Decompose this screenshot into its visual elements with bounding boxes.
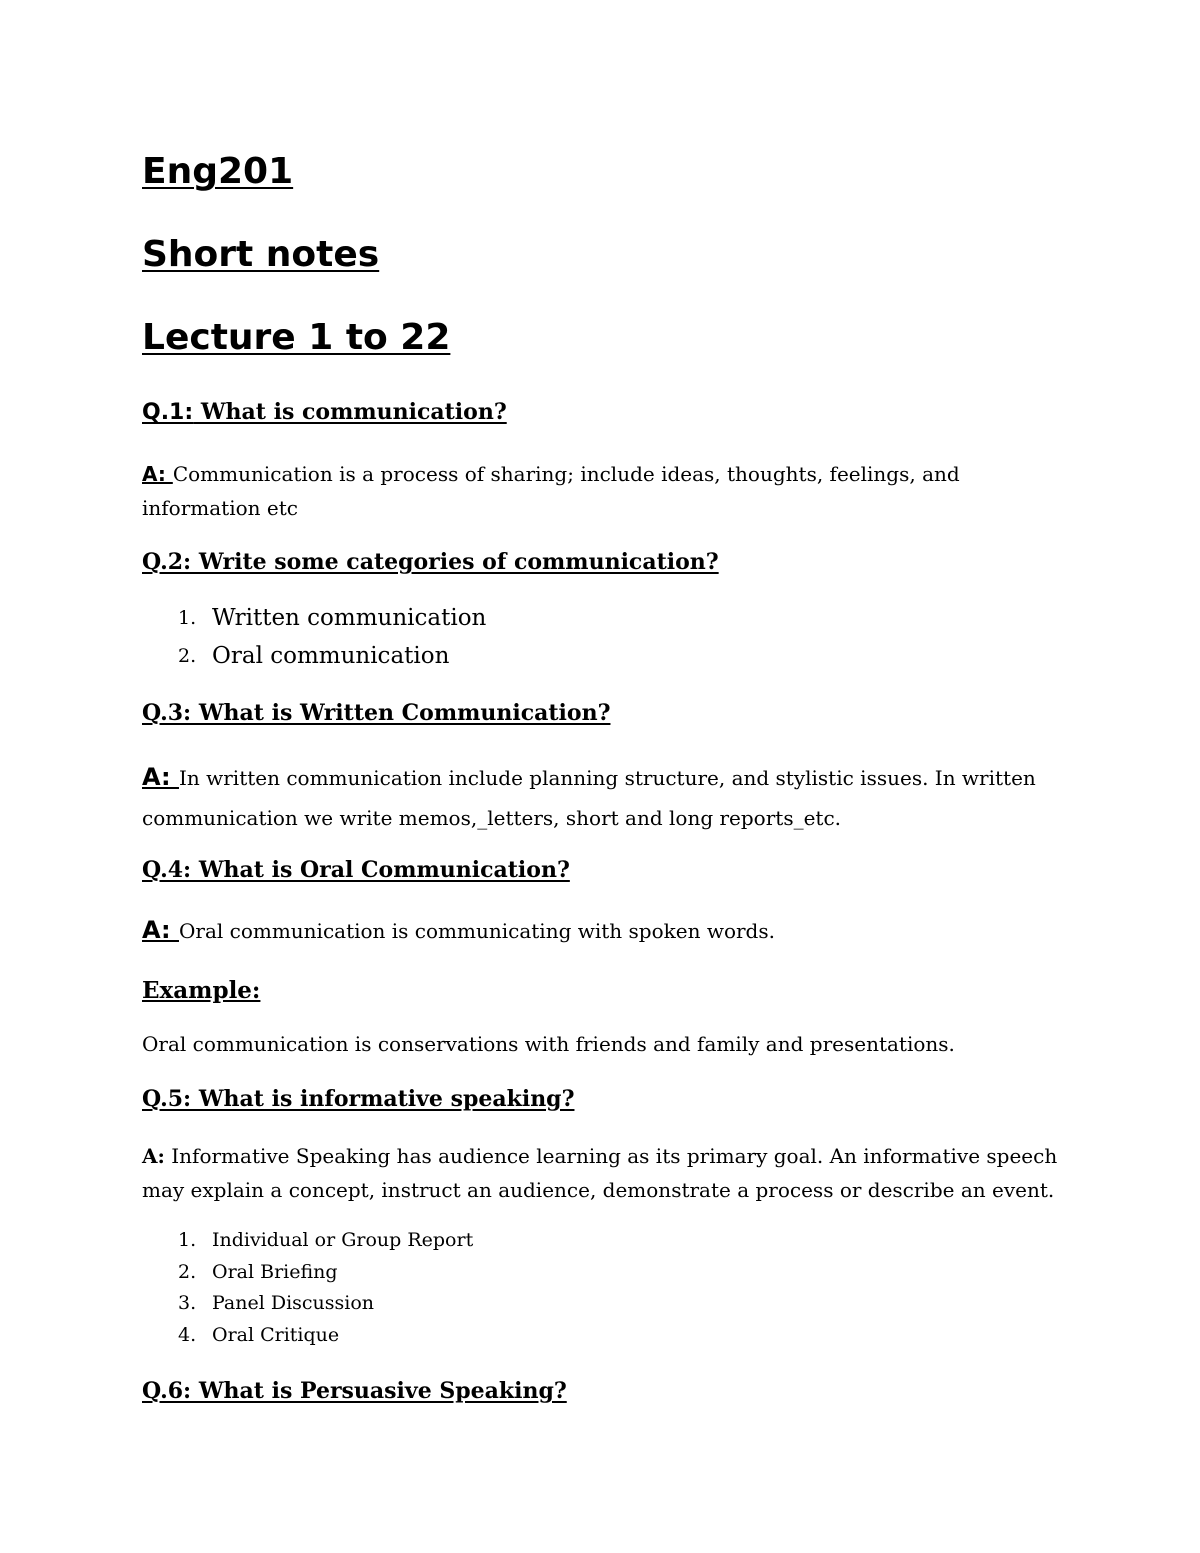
categories-list	[142, 599, 486, 675]
question-1	[142, 397, 507, 428]
answer-5-text: Informative Speaking has audience learning as its primary goal. An informative speech may explain a concept, instruct an audience, demonstrate a process or describe an event.	[142, 1144, 1058, 1202]
list-item-number: 1.	[178, 1229, 197, 1251]
answer-5-label: A:	[142, 1144, 165, 1168]
question-1-number: Q.1:	[142, 400, 194, 425]
document-title-notes: Short notes	[142, 234, 380, 275]
document-title-lectures: Lecture 1 to 22	[142, 317, 451, 358]
list-item	[142, 1288, 473, 1320]
list-item-number: 3.	[178, 1292, 197, 1314]
question-4: Q.4: What is Oral Communication?	[142, 857, 570, 883]
list-item-text: Oral Briefing	[212, 1260, 338, 1283]
list-item	[142, 637, 486, 675]
answer-1-text: Communication is a process of sharing; include ideas, thoughts, feelings, and information etc	[142, 462, 960, 520]
question-5: Q.5: What is informative speaking?	[142, 1086, 575, 1112]
answer-4-label: A:	[142, 916, 179, 944]
list-item-text: Written communication	[212, 605, 487, 631]
question-3: Q.3: What is Written Communication?	[142, 700, 611, 726]
answer-5	[142, 1139, 1062, 1207]
question-2: Q.2: Write some categories of communication?	[142, 549, 719, 575]
example-heading: Example:	[142, 977, 261, 1004]
list-item-text: Panel Discussion	[212, 1292, 375, 1314]
question-1-text: What is communication?	[193, 399, 507, 425]
question-6: Q.6: What is Persuasive Speaking?	[142, 1378, 567, 1404]
list-item-text: Oral Critique	[212, 1323, 340, 1346]
answer-1	[142, 457, 1062, 525]
answer-1-label: A:	[142, 462, 173, 486]
document-title-course: Eng201	[142, 151, 294, 192]
list-item	[142, 1225, 473, 1257]
list-item	[142, 1257, 473, 1289]
list-item	[142, 1320, 473, 1352]
answer-3	[142, 757, 1062, 838]
list-item-number: 1.	[178, 607, 197, 629]
list-item-number: 2.	[178, 645, 197, 667]
speaking-types-list	[142, 1225, 473, 1351]
example-text: Oral communication is conservations with friends and family and presentations.	[142, 1032, 955, 1056]
answer-4-text: Oral communication is communicating with spoken words.	[178, 919, 775, 943]
answer-3-label: A:	[142, 763, 179, 791]
list-item-text: Individual or Group Report	[212, 1229, 474, 1251]
answer-4	[142, 913, 1062, 948]
list-item-number: 4.	[178, 1323, 197, 1346]
answer-3-text: In written communication include planning structure, and stylistic issues. In written communication we write memos,_letters, short and long reports_etc.	[142, 766, 1036, 830]
list-item-number: 2.	[178, 1260, 197, 1283]
list-item	[142, 599, 486, 637]
list-item-text: Oral communication	[212, 643, 450, 669]
